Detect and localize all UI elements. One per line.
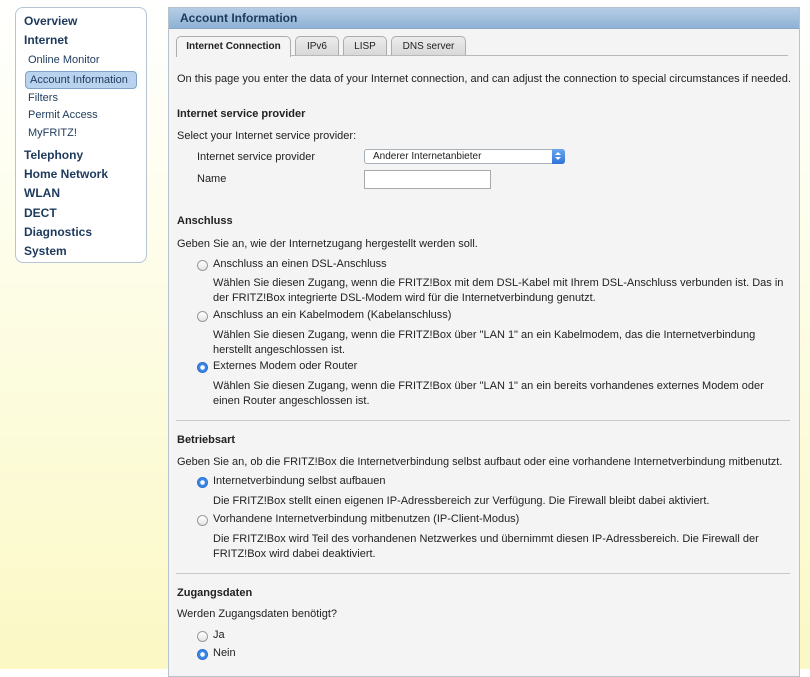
zugangsdaten-prompt: Werden Zugangsdaten benötigt?: [177, 608, 338, 620]
section-divider: [176, 573, 790, 574]
betriebsart-client-description: Die FRITZ!Box wird Teil des vorhandenen Netzwerkes und übernimmt diesen IP-Adressbereich. Die Firewall der FRITZ!Box wird dabei deaktiviert.: [213, 533, 759, 560]
betriebsart-prompt: Geben Sie an, ob die FRITZ!Box die Internetverbindung selbst aufbaut oder eine vorhandene Internetverbindung mitbenutzt.: [177, 456, 783, 468]
anschluss-dsl-label[interactable]: Anschluss an einen DSL-Anschluss: [213, 258, 387, 270]
betriebsart-client-label[interactable]: Vorhandene Internetverbindung mitbenutzen (IP-Client-Modus): [213, 513, 520, 525]
sidebar-item-system[interactable]: System: [24, 244, 67, 258]
select-arrows-icon: [552, 149, 565, 164]
anschluss-kabel-description: Wählen Sie diesen Zugang, wenn die FRITZ!Box über "LAN 1" an ein Kabelmodem, das die Internetverbindung herstellt angeschlossen ist.: [213, 329, 756, 356]
sidebar-item-diagnostics[interactable]: Diagnostics: [24, 225, 93, 239]
sidebar-item-overview[interactable]: Overview: [24, 14, 78, 28]
anschluss-dsl-description: Wählen Sie diesen Zugang, wenn die FRITZ!Box mit dem DSL-Kabel mit Ihrem DSL-Anschluss verbunden ist. Das in der FRITZ!Box integrierte DSL-Modem wird für die Internetverbindung genutzt.: [213, 277, 784, 304]
sidebar-nav: [15, 7, 147, 263]
betriebsart-selbst-radio[interactable]: [197, 477, 208, 488]
betriebsart-selbst-description: Die FRITZ!Box stellt einen eigenen IP-Adressbereich zur Verfügung. Die Firewall bleibt dabei aktiviert.: [213, 495, 710, 507]
zugangsdaten-nein-radio[interactable]: [197, 649, 208, 660]
anschluss-extern-label[interactable]: Externes Modem oder Router: [213, 360, 358, 372]
panel-header: [169, 8, 799, 29]
anschluss-kabel-label[interactable]: Anschluss an ein Kabelmodem (Kabelanschluss): [213, 309, 452, 321]
isp-provider-label: Internet service provider: [197, 151, 315, 163]
tab-lisp[interactable]: LISP: [343, 36, 387, 55]
tab-dns-server[interactable]: DNS server: [391, 36, 466, 55]
betriebsart-heading: Betriebsart: [177, 434, 236, 446]
content-panel: [168, 7, 800, 677]
sidebar-item-filters[interactable]: Filters: [28, 92, 58, 104]
anschluss-prompt: Geben Sie an, wie der Internetzugang hergestellt werden soll.: [177, 238, 478, 250]
isp-name-label: Name: [197, 173, 227, 185]
sidebar-item-online-monitor[interactable]: Online Monitor: [28, 54, 100, 66]
sidebar-item-myfritz[interactable]: MyFRITZ!: [28, 127, 77, 139]
betriebsart-client-radio[interactable]: [197, 515, 208, 526]
zugangsdaten-nein-label[interactable]: Nein: [213, 647, 236, 659]
anschluss-heading: Anschluss: [177, 215, 233, 227]
isp-name-field[interactable]: [364, 170, 491, 189]
sidebar-item-wlan[interactable]: WLAN: [24, 186, 60, 200]
sidebar-item-internet[interactable]: Internet: [24, 33, 69, 47]
zugangsdaten-ja-label[interactable]: Ja: [213, 629, 225, 641]
sidebar-item-dect[interactable]: DECT: [24, 206, 57, 220]
sidebar-item-account-information[interactable]: Account Information: [25, 71, 137, 89]
isp-provider-value: Anderer Internetanbieter: [373, 151, 482, 162]
betriebsart-selbst-label[interactable]: Internetverbindung selbst aufbauen: [213, 475, 386, 487]
anschluss-dsl-radio[interactable]: [197, 260, 208, 271]
zugangsdaten-ja-radio[interactable]: [197, 631, 208, 642]
zugangsdaten-heading: Zugangsdaten: [177, 587, 253, 599]
isp-prompt: Select your Internet service provider:: [177, 130, 357, 142]
tab-ipv6[interactable]: IPv6: [295, 36, 339, 55]
anschluss-kabel-radio[interactable]: [197, 311, 208, 322]
anschluss-extern-radio[interactable]: [197, 362, 208, 373]
sidebar-item-home-network[interactable]: Home Network: [24, 167, 109, 181]
page-title: Account Information: [180, 11, 298, 25]
anschluss-extern-description: Wählen Sie diesen Zugang, wenn die FRITZ!Box über "LAN 1" an ein bereits vorhandenes externes Modem oder einen Router angeschlossen ist.: [213, 380, 764, 407]
sidebar-item-telephony[interactable]: Telephony: [24, 148, 84, 162]
isp-heading: Internet service provider: [177, 108, 306, 120]
isp-provider-select[interactable]: [364, 149, 565, 164]
tab-internet-connection[interactable]: Internet Connection: [176, 36, 291, 57]
intro-text: On this page you enter the data of your Internet connection, and can adjust the connection to special circumstances if needed.: [177, 73, 791, 85]
section-divider: [176, 420, 790, 421]
sidebar-item-permit-access[interactable]: Permit Access: [28, 109, 98, 121]
